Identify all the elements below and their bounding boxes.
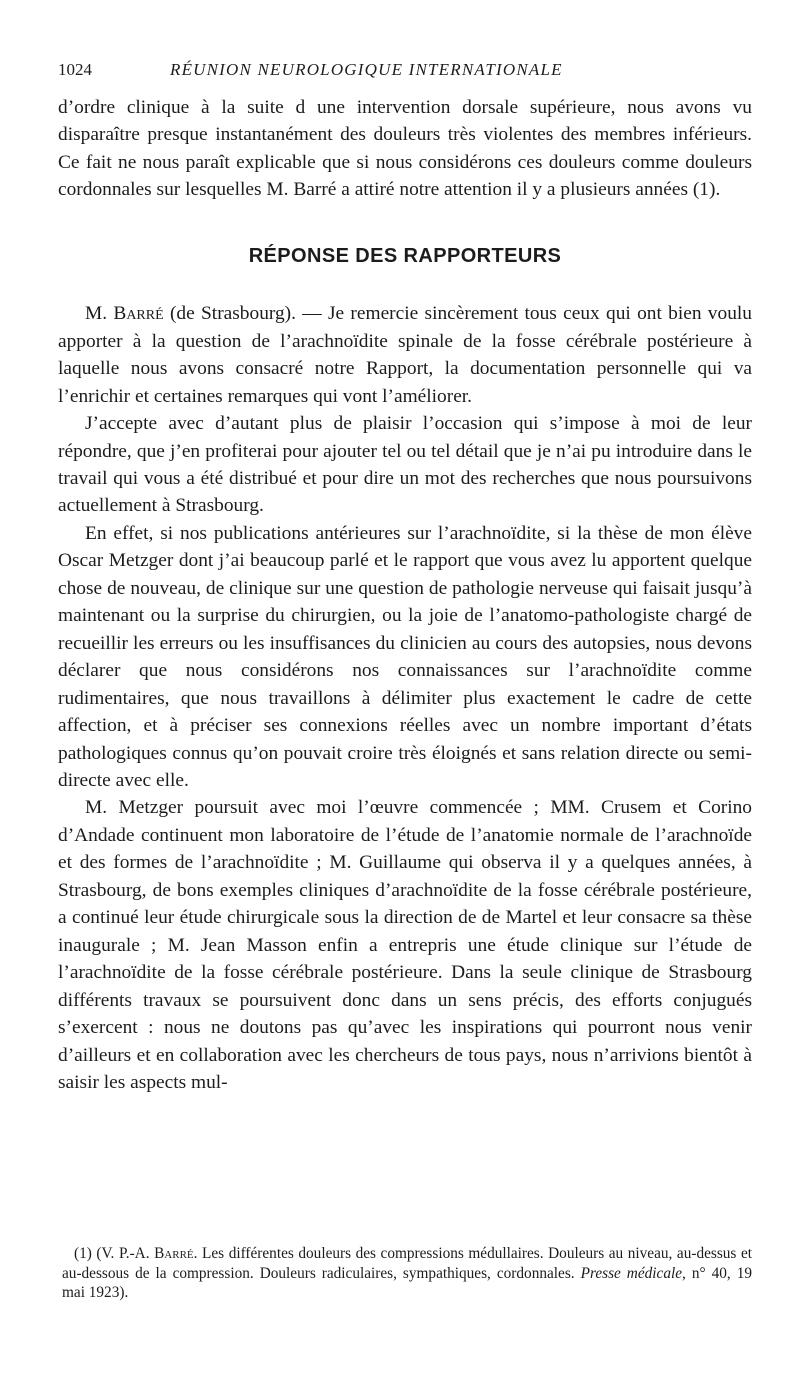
paragraph: J’accepte avec d’autant plus de plaisir l’occasion qui s’impose à moi de leur répondre, que j’en profiterai pour ajouter tel ou tel détail que je n’ai pu introduire dans le travail qui vous a été distribué et pour dire un mot des recherches que nous poursuivons actuellement à Strasbourg.	[58, 413, 752, 517]
speaker-name: Barré	[113, 303, 164, 325]
speaker-text: Je remercie sincèrement tous ceux qui ont bien voulu apporter à la question de l’arachnoïdite spinale de la fosse cérébrale postérieure à laquelle nous avons consacré notre Rapport, la documentation personnelle qui va l’enrichir et certaines remarques qui vont l’améliorer.	[58, 303, 752, 407]
section-heading: RÉPONSE DES RAPPORTEURS	[248, 244, 562, 267]
paragraph: d’ordre clinique à la suite d une intervention dorsale supérieure, nous avons vu disparaître presque instantanément des douleurs très violentes des membres inférieurs. Ce fait ne nous paraît explicable que si nous considérons ces douleurs comme douleurs cordonnales sur lesquelles M. Barré a attiré notre attention il y a plusieurs années (1).	[58, 97, 752, 201]
paragraph: En effet, si nos publications antérieures sur l’arachnoïdite, si la thèse de mon élève Oscar Metzger dont j’ai beaucoup parlé et le rapport que vous avez lu apportent quelque chose de nouveau, de clinique sur une question de pathologie nerveuse qui faisait jusqu’à maintenant ou la surprise du chirurgien, ou la joie de l’anatomo-pathologiste chargé de recueillir les erreurs ou les insuffisances du clinicien au cours des autopsies, nous devons déclarer que nous considérons nos connaissances sur l’arachnoïdite comme rudimentaires, que nous travaillons à délimiter plus exactement le cadre de cette affection, et à préciser ses connexions réelles avec un nombre important d’états pathologiques connus qu’on pouvait croire très éloignés et sans relation directe ou semi-directe avec elle.	[58, 522, 752, 791]
footnote	[62, 1244, 752, 1303]
page-number: 1024	[58, 60, 92, 79]
body-text	[58, 94, 752, 1096]
paragraph: M. Metzger poursuit avec moi l’œuvre commencée ; MM. Crusem et Corino d’Andade continuent mon laboratoire de l’étude de l’anatomie normale de l’arachnoïde et des formes de l’arachnoïdite ; M. Guillaume qui observa il y a quelques années, à Strasbourg, de bons exemples cliniques d’arachnoïdite de la fosse cérébrale postérieure, a continué leur étude chirurgicale sous la direction de de Martel et leur consacre sa thèse inaugurale ; M. Jean Masson enfin a entrepris une étude clinique sur l’étude de l’arachnoïdite de la fosse cérébrale postérieure. Dans la seule clinique de Strasbourg différents travaux se poursuivent donc dans un sens précis, des efforts conjugués s’exercent : nous ne doutons pas qu’avec les inspirations qui pourront nous venir d’ailleurs et en collaboration avec les chercheurs de tous pays, nous n’arrivions bientôt à saisir les aspects mul-	[58, 797, 752, 1093]
running-head	[58, 60, 744, 84]
paragraph-speaker	[58, 300, 752, 410]
running-head-title: RÉUNION NEUROLOGIQUE INTERNATIONALE	[170, 60, 563, 79]
footnote-journal: Presse médicale,	[580, 1264, 686, 1282]
footnote-marker: (1) (V. P.-A.	[74, 1245, 150, 1262]
footnote-author: Barré.	[154, 1245, 198, 1262]
footnote-issue: n° 40, 19 mai 1923).	[62, 1264, 753, 1302]
speaker-place: (de Strasbourg). —	[169, 303, 322, 325]
footnote-text: Les différentes douleurs des compressions médullaires. Douleurs au niveau, au-dessus et au-dessous de la compression. Douleurs radiculaires, sympathiques, cordonnales.	[62, 1245, 752, 1282]
speaker-title: M.	[85, 303, 108, 325]
